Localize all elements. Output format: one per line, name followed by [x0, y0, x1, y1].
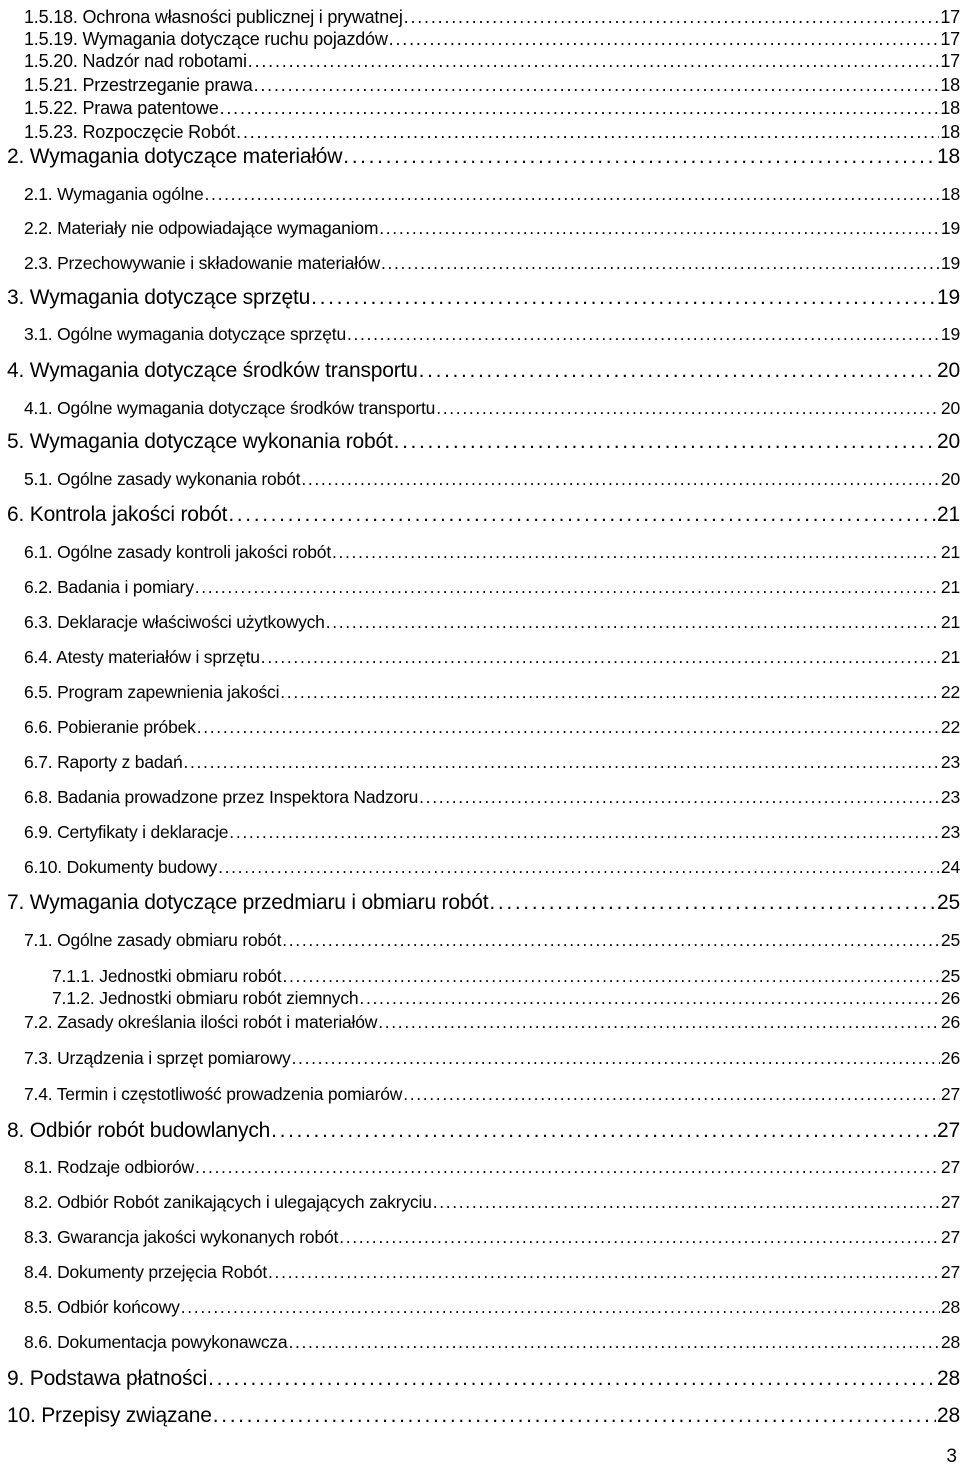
toc-entry-title — [7, 284, 310, 312]
toc-entry[interactable] — [7, 1365, 960, 1393]
toc-entry[interactable] — [24, 1293, 960, 1321]
toc-entry-text: Kontrola jakości robót — [29, 503, 228, 526]
toc-entry-text: Program zapewnienia jakości — [57, 682, 280, 702]
toc-entry-page: 24 — [940, 857, 960, 877]
toc-entry-number: 6.3. — [24, 612, 53, 632]
toc-entry-title — [24, 678, 279, 706]
toc-entry-page: 19 — [940, 218, 960, 238]
toc-entry-page: 19 — [937, 286, 960, 309]
dot-leader — [332, 538, 940, 566]
toc-entry[interactable] — [24, 608, 960, 636]
toc-entry-text: Dokumentacja powykonawcza — [57, 1332, 288, 1352]
toc-entry-title — [24, 1223, 338, 1251]
toc-entry-number: 6.1. — [24, 542, 53, 562]
toc-entry-number: 4. — [7, 359, 25, 382]
toc-entry-title — [7, 143, 342, 171]
toc-entry-text: Materiały nie odpowiadające wymaganiom — [57, 218, 379, 238]
toc-entry[interactable] — [24, 394, 960, 422]
toc-entry-text: Termin i częstotliwość prowadzenia pomiarów — [56, 1084, 403, 1104]
toc-entry-text: Certyfikaty i deklaracje — [57, 822, 229, 842]
dot-leader — [311, 284, 936, 312]
toc-entry-title — [24, 713, 196, 741]
toc-entry-number: 1.5.23. — [24, 122, 78, 142]
dot-leader — [378, 1008, 940, 1036]
toc-entry-text: Odbiór robót budowlanych — [29, 1119, 271, 1142]
toc-entry-text: Wymagania ogólne — [57, 184, 204, 204]
toc-entry-page: 27 — [940, 1084, 960, 1104]
toc-entry-number: 6. — [7, 503, 25, 526]
toc-entry[interactable] — [24, 1008, 960, 1036]
toc-entry-page: 28 — [937, 1367, 960, 1390]
dot-leader — [228, 501, 936, 529]
toc-entry-text: Gwarancja jakości wykonanych robót — [57, 1227, 339, 1247]
toc-entry-number: 3. — [7, 286, 25, 309]
toc-entry-number: 9. — [7, 1367, 25, 1390]
toc-entry[interactable] — [24, 853, 960, 881]
toc-entry-title — [24, 118, 235, 146]
toc-entry[interactable] — [24, 1223, 960, 1251]
toc-entry-text: Odbiór Robót zanikających i ulegających zakryciu — [57, 1192, 432, 1212]
toc-entry-number: 7.3. — [24, 1048, 53, 1068]
toc-entry[interactable] — [24, 1044, 960, 1072]
toc-entry-number: 1.5.20. — [24, 51, 78, 71]
toc-entry[interactable] — [24, 818, 960, 846]
toc-entry[interactable] — [7, 428, 960, 456]
toc-entry[interactable] — [24, 214, 960, 242]
toc-entry-number: 3.1. — [24, 324, 53, 344]
toc-entry-page: 18 — [940, 98, 960, 118]
toc-entry-page: 20 — [937, 430, 960, 453]
toc-entry-page: 17 — [940, 29, 960, 49]
toc-entry-text: Przechowywanie i składowanie materiałów — [57, 253, 380, 273]
dot-leader — [271, 1117, 936, 1145]
toc-entry[interactable] — [24, 713, 960, 741]
toc-entry-page: 26 — [940, 1048, 960, 1068]
toc-entry-title — [24, 783, 418, 811]
toc-entry-page: 27 — [940, 1262, 960, 1282]
toc-entry-title — [24, 394, 435, 422]
toc-entry[interactable] — [24, 1153, 960, 1181]
toc-entry-title — [24, 818, 228, 846]
toc-entry-page: 28 — [940, 1297, 960, 1317]
toc-entry-title — [24, 214, 378, 242]
toc-entry-text: Dokumenty przejęcia Robót — [57, 1262, 268, 1282]
toc-entry-number: 6.5. — [24, 682, 53, 702]
toc-entry-page: 20 — [940, 469, 960, 489]
toc-entry-text: Wymagania dotyczące sprzętu — [29, 286, 311, 309]
toc-entry-title — [24, 1293, 180, 1321]
toc-entry-text: Odbiór końcowy — [57, 1297, 180, 1317]
toc-entry[interactable] — [24, 1080, 960, 1108]
toc-entry[interactable] — [7, 501, 960, 529]
toc-entry-page: 26 — [940, 1012, 960, 1032]
toc-entry-title — [24, 1044, 291, 1072]
toc-entry-title — [24, 1153, 194, 1181]
toc-entry-number: 6.7. — [24, 752, 53, 772]
toc-entry-text: Rozpoczęcie Robót — [82, 122, 236, 142]
toc-entry-text: Deklaracje właściwości użytkowych — [57, 612, 325, 632]
dot-leader — [282, 926, 940, 954]
toc-entry-text: Raporty z badań — [57, 752, 183, 772]
dot-leader — [326, 608, 940, 636]
dot-leader — [347, 320, 940, 348]
toc-entry-number: 8.6. — [24, 1332, 53, 1352]
dot-leader — [236, 118, 939, 146]
toc-entry-title — [7, 501, 227, 529]
toc-entry-number: 2.3. — [24, 253, 53, 273]
toc-entry-page: 18 — [940, 122, 960, 142]
toc-entry-page: 19 — [940, 324, 960, 344]
toc-entry-page: 21 — [940, 647, 960, 667]
toc-entry-page: 23 — [940, 787, 960, 807]
toc-entry-title — [24, 538, 331, 566]
toc-entry-page: 17 — [940, 7, 960, 27]
toc-entry-text: Zasady określania ilości robót i materiałów — [57, 1012, 378, 1032]
toc-entry-page: 17 — [940, 51, 960, 71]
toc-entry-number: 4.1. — [24, 398, 53, 418]
toc-entry-page: 21 — [937, 503, 960, 526]
toc-entry[interactable] — [24, 180, 960, 208]
toc-entry-title — [24, 1258, 267, 1286]
toc-entry-text: Badania i pomiary — [57, 577, 194, 597]
toc-entry[interactable] — [24, 1258, 960, 1286]
toc-entry-page: 23 — [940, 752, 960, 772]
toc-entry-page: 20 — [940, 398, 960, 418]
toc-entry-text: Pobieranie próbek — [57, 717, 196, 737]
dot-leader — [195, 1153, 940, 1181]
toc-entry-number: 8.2. — [24, 1192, 53, 1212]
toc-entry-text: Wymagania dotyczące wykonania robót — [29, 430, 393, 453]
dot-leader — [394, 428, 936, 456]
toc-entry-page: 25 — [940, 930, 960, 950]
dot-leader — [381, 249, 940, 277]
toc-entry-page: 27 — [937, 1119, 960, 1142]
toc-entry-number: 7.4. — [24, 1084, 53, 1104]
dot-leader — [301, 465, 940, 493]
toc-entry-page: 28 — [937, 1404, 960, 1427]
toc-entry-page: 25 — [937, 891, 960, 914]
toc-entry[interactable] — [24, 118, 960, 146]
toc-entry-text: Ogólne wymagania dotyczące sprzętu — [57, 324, 346, 344]
toc-entry-text: Urządzenia i sprzęt pomiarowy — [57, 1048, 291, 1068]
dot-leader — [343, 143, 936, 171]
toc-entry-number: 8.3. — [24, 1227, 53, 1247]
toc-entry-title — [24, 1188, 432, 1216]
dot-leader — [268, 1258, 940, 1286]
toc-entry[interactable] — [24, 926, 960, 954]
toc-entry-page: 26 — [940, 988, 960, 1008]
dot-leader — [403, 1080, 940, 1108]
toc-entry-title — [24, 853, 217, 881]
toc-entry-page: 22 — [940, 682, 960, 702]
toc-entry-number: 1.5.22. — [24, 98, 78, 118]
toc-entry-page: 27 — [940, 1227, 960, 1247]
toc-entry-text: Ogólne wymagania dotyczące środków transportu — [57, 398, 436, 418]
toc-entry-title — [24, 748, 182, 776]
dot-leader — [433, 1188, 940, 1216]
toc-entry-title — [7, 428, 393, 456]
toc-entry-page: 23 — [940, 822, 960, 842]
dot-leader — [229, 818, 940, 846]
toc-entry-number: 6.9. — [24, 822, 53, 842]
dot-leader — [183, 748, 939, 776]
toc-entry-page: 21 — [940, 612, 960, 632]
toc-entry-number: 7.1.1. — [52, 966, 95, 986]
toc-entry-title — [24, 643, 260, 671]
toc-entry-title — [24, 573, 194, 601]
toc-entry-number: 2.2. — [24, 218, 53, 238]
toc-entry-text: Jednostki obmiaru robót ziemnych — [99, 988, 359, 1008]
toc-entry-number: 2.1. — [24, 184, 53, 204]
toc-entry-number: 7.1.2. — [52, 988, 95, 1008]
toc-entry-title — [7, 889, 488, 917]
toc-entry-page: 27 — [940, 1157, 960, 1177]
dot-leader — [489, 889, 936, 917]
toc-entry-page: 18 — [940, 75, 960, 95]
toc-entry-page: 21 — [940, 577, 960, 597]
toc-entry-text: Wymagania dotyczące środków transportu — [29, 359, 418, 382]
toc-entry[interactable] — [7, 889, 960, 917]
toc-entry-page: 19 — [940, 253, 960, 273]
toc-entry-text: Ogólne zasady kontroli jakości robót — [57, 542, 331, 562]
toc-entry-text: Ogólne zasady obmiaru robót — [57, 930, 282, 950]
toc-entry-title — [24, 465, 300, 493]
toc-entry-page: 20 — [937, 359, 960, 382]
toc-entry-text: Ochrona własności publicznej i prywatnej — [82, 7, 403, 27]
dot-leader — [339, 1223, 940, 1251]
toc-entry-number: 7.1. — [24, 930, 53, 950]
toc-entry-number: 6.6. — [24, 717, 53, 737]
page-number: 3 — [946, 1446, 957, 1467]
toc-entry-number: 8.5. — [24, 1297, 53, 1317]
toc-entry-number: 6.8. — [24, 787, 53, 807]
toc-entry[interactable] — [24, 1188, 960, 1216]
toc-entry-title — [24, 1008, 377, 1036]
toc-entry-text: Ogólne zasady wykonania robót — [57, 469, 301, 489]
toc-entry-number: 1.5.19. — [24, 29, 78, 49]
toc-entry-title — [24, 608, 325, 636]
toc-entry[interactable] — [24, 465, 960, 493]
toc-entry[interactable] — [24, 748, 960, 776]
toc-entry-title — [24, 1080, 402, 1108]
toc-entry-number: 5.1. — [24, 469, 53, 489]
toc-entry-number: 6.2. — [24, 577, 53, 597]
toc-entry[interactable] — [24, 643, 960, 671]
toc-entry-page: 18 — [940, 184, 960, 204]
toc-entry-title — [24, 180, 204, 208]
toc-entry[interactable] — [7, 1117, 960, 1145]
toc-entry[interactable] — [24, 1328, 960, 1356]
toc-entry[interactable] — [24, 783, 960, 811]
toc-entry-text: Prawa patentowe — [82, 98, 219, 118]
dot-leader — [280, 678, 940, 706]
toc-entry-page: 28 — [940, 1332, 960, 1352]
toc-entry-page: 18 — [937, 145, 960, 168]
dot-leader — [419, 357, 936, 385]
dot-leader — [205, 180, 940, 208]
toc-entry-number: 1.5.18. — [24, 7, 78, 27]
toc-entry-text: Dokumenty budowy — [66, 857, 218, 877]
toc-entry-text: Przestrzeganie prawa — [82, 75, 253, 95]
toc-entry-page: 21 — [940, 542, 960, 562]
dot-leader — [213, 1402, 936, 1430]
toc-entry-page: 27 — [940, 1192, 960, 1212]
toc-entry[interactable] — [7, 143, 960, 171]
dot-leader — [195, 573, 940, 601]
toc-entry[interactable] — [24, 538, 960, 566]
toc-entry-number: 6.4. — [24, 647, 53, 667]
toc-entry-title — [24, 320, 346, 348]
toc-entry-text: Wymagania dotyczące materiałów — [29, 145, 343, 168]
dot-leader — [379, 214, 940, 242]
dot-leader — [261, 643, 940, 671]
dot-leader — [197, 713, 940, 741]
toc-entry-text: Podstawa płatności — [29, 1367, 208, 1390]
toc-entry-text: Przepisy związane — [41, 1404, 212, 1427]
toc-entry-number: 10. — [7, 1404, 36, 1427]
toc-entry-text: Badania prowadzone przez Inspektora Nadzoru — [57, 787, 419, 807]
toc-entry-title — [7, 1402, 212, 1430]
dot-leader — [419, 783, 940, 811]
toc-entry[interactable] — [7, 284, 960, 312]
toc-entry[interactable] — [7, 357, 960, 385]
toc-entry-number: 7.2. — [24, 1012, 53, 1032]
toc-entry-number: 2. — [7, 145, 25, 168]
toc-entry-text: Jednostki obmiaru robót — [99, 966, 282, 986]
toc-entry-title — [24, 1328, 287, 1356]
toc-entry[interactable] — [24, 249, 960, 277]
toc-entry-text: Rodzaje odbiorów — [57, 1157, 194, 1177]
dot-leader — [436, 394, 940, 422]
dot-leader — [181, 1293, 940, 1321]
toc-entry-title — [7, 1365, 207, 1393]
toc-entry-text: Atesty materiałów i sprzętu — [56, 647, 260, 667]
toc-entry[interactable] — [24, 320, 960, 348]
toc-entry[interactable] — [24, 678, 960, 706]
toc-entry-title — [24, 249, 380, 277]
toc-entry-number: 8.1. — [24, 1157, 53, 1177]
dot-leader — [288, 1328, 939, 1356]
toc-entry-title — [7, 357, 418, 385]
toc-entry-page: 25 — [940, 966, 960, 986]
toc-entry-number: 7. — [7, 891, 25, 914]
toc-entry-number: 8. — [7, 1119, 25, 1142]
toc-entry-page: 22 — [940, 717, 960, 737]
toc-entry-text: Nadzór nad robotami — [82, 51, 247, 71]
toc-entry[interactable] — [7, 1402, 960, 1430]
toc-entry-number: 1.5.21. — [24, 75, 78, 95]
toc-entry-number: 6.10. — [24, 857, 62, 877]
dot-leader — [292, 1044, 940, 1072]
dot-leader — [208, 1365, 936, 1393]
toc-entry-text: Wymagania dotyczące ruchu pojazdów — [82, 29, 388, 49]
toc-entry-number: 5. — [7, 430, 25, 453]
toc-entry-title — [24, 926, 281, 954]
toc-entry[interactable] — [24, 573, 960, 601]
dot-leader — [218, 853, 940, 881]
toc-entry-number: 8.4. — [24, 1262, 53, 1282]
toc-entry-text: Wymagania dotyczące przedmiaru i obmiaru robót — [29, 891, 489, 914]
toc-entry-title — [7, 1117, 270, 1145]
